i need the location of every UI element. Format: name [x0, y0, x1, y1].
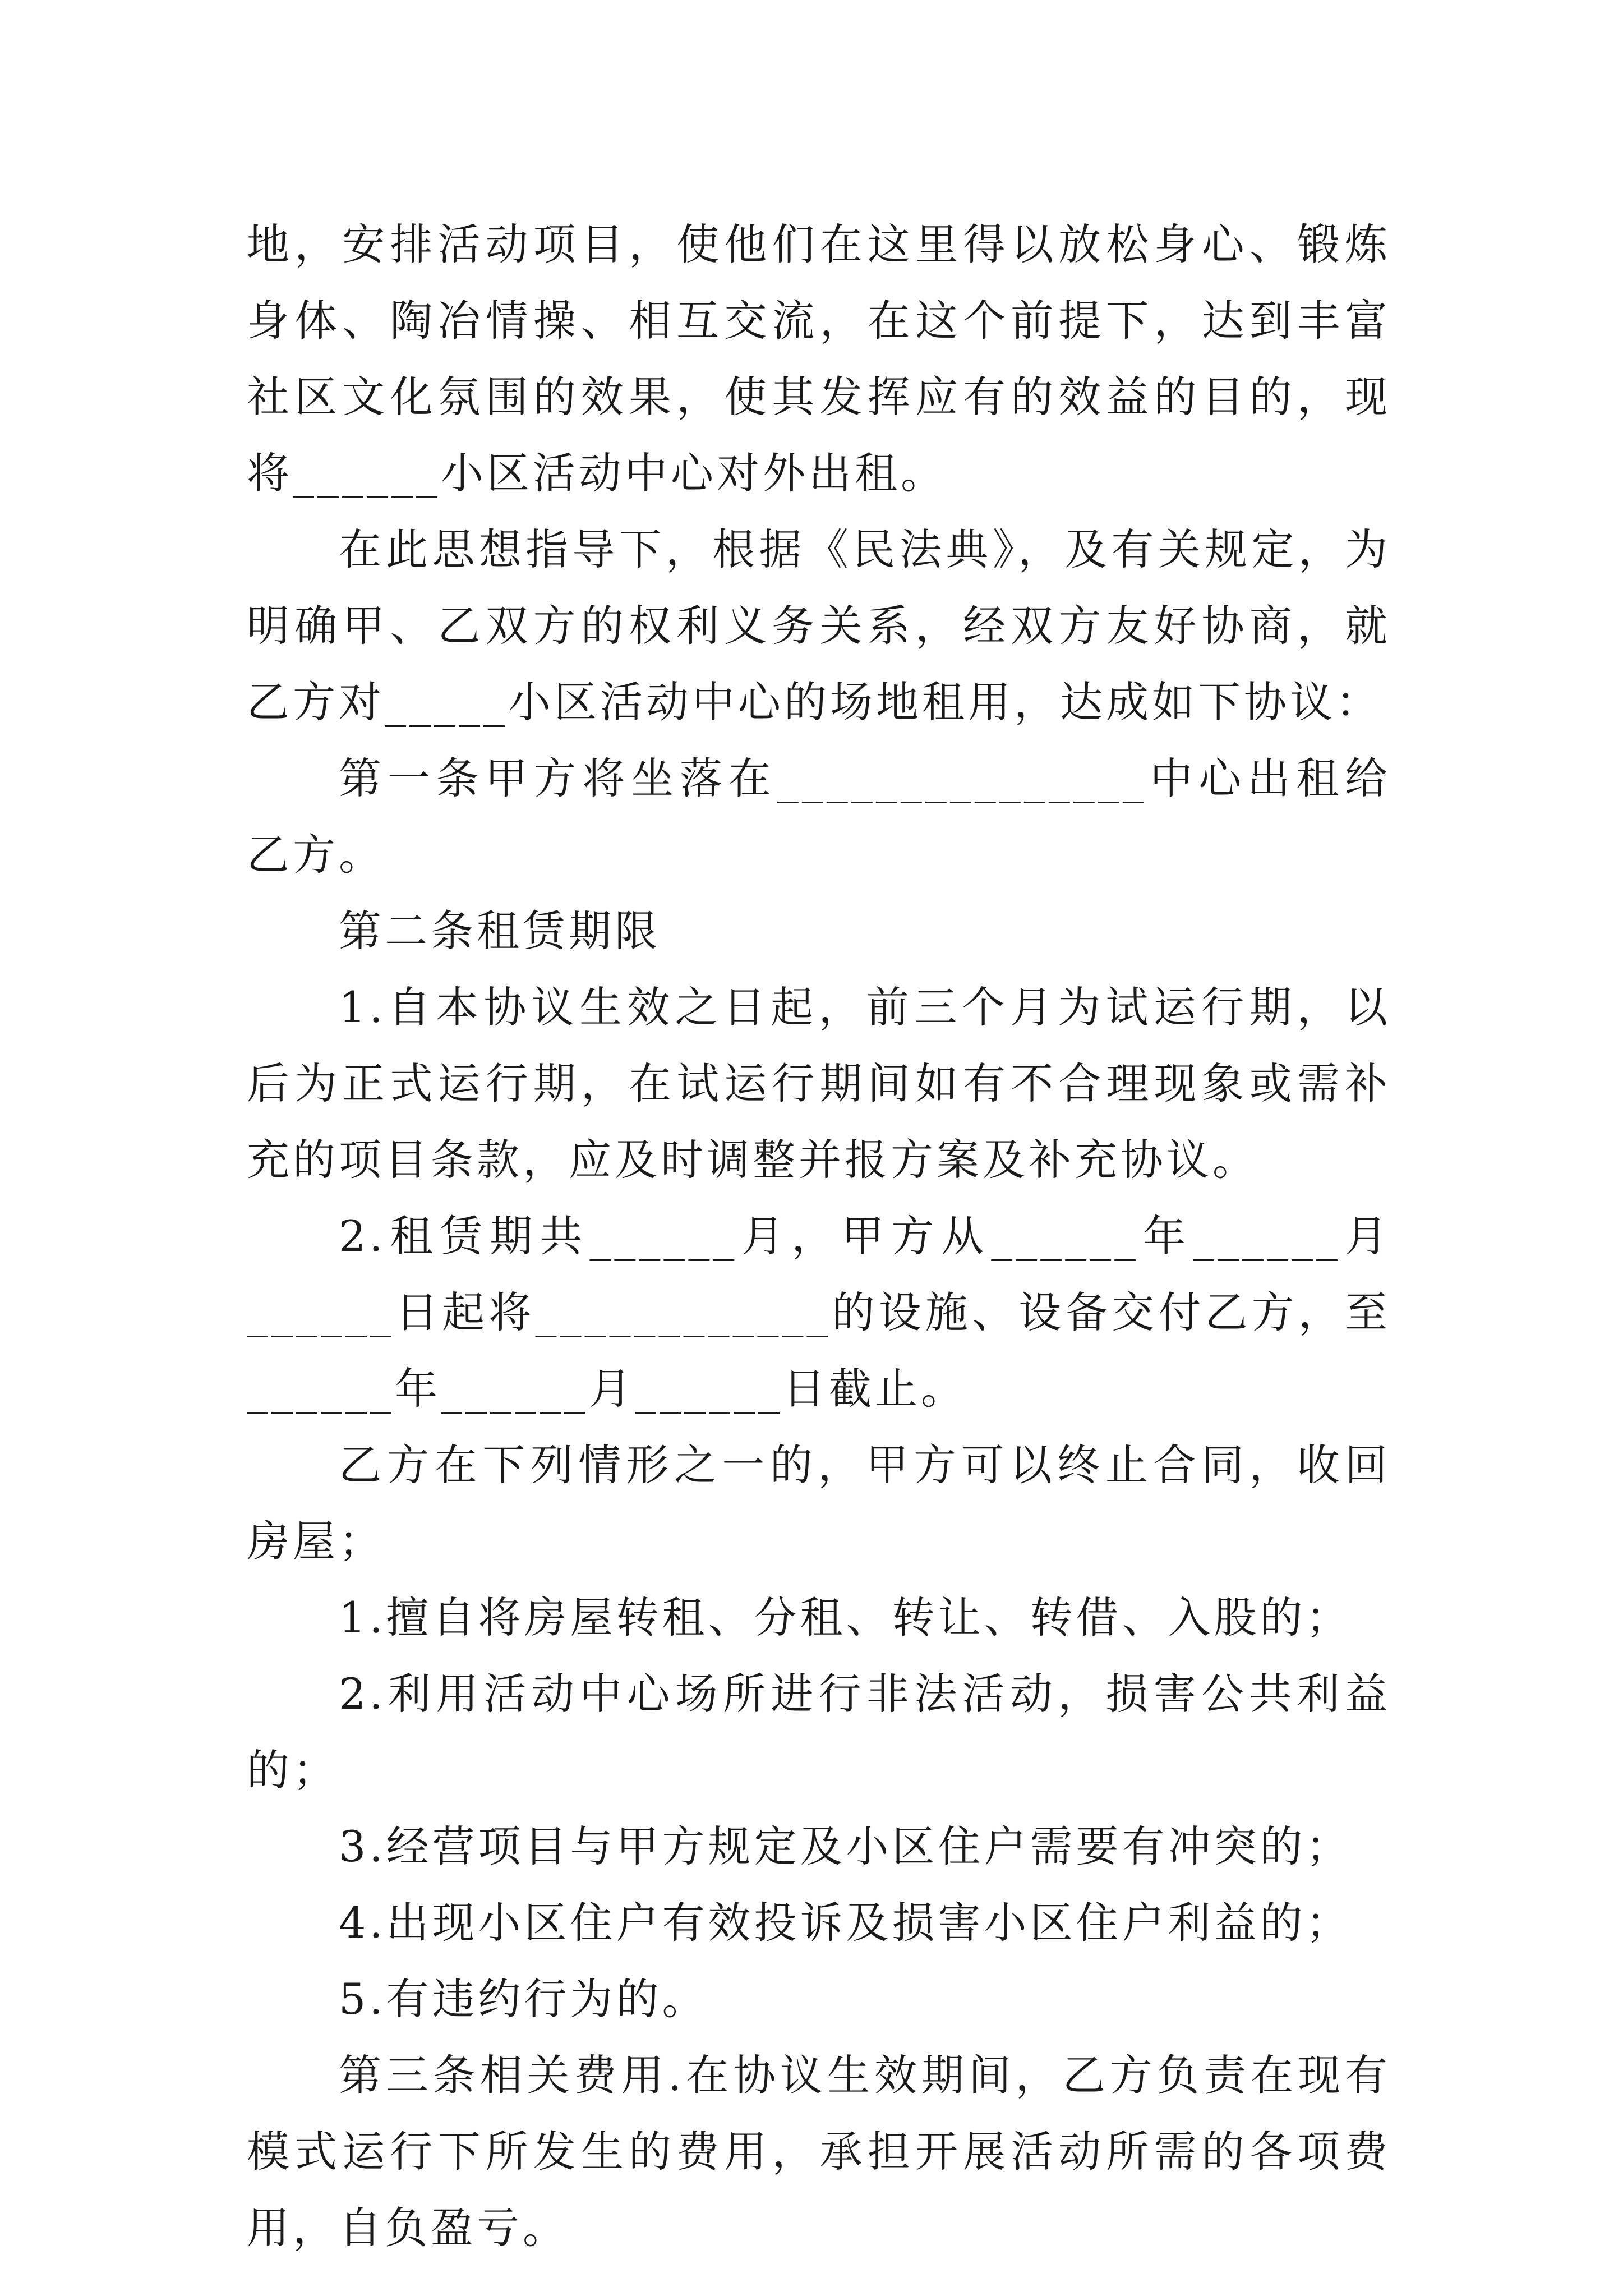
list-item-termination-1: 1.擅自将房屋转租、分租、转让、转借、入股的；: [339, 1593, 1352, 1642]
document-body: [247, 206, 1391, 2266]
paragraph-legal-basis: 在此思想指导下，根据《民法典》，及有关规定，为明确甲、乙双方的权利义务关系，经双方友好协商，就乙方对_____小区活动中心的场地租用，达成如下协议：: [247, 524, 1391, 727]
heading-article-2: 第二条租赁期限: [339, 906, 661, 956]
paragraph-article-2-item-2: 2.租赁期共______月，甲方从______年______月______日起将____________的设施、设备交付乙方，至______年______月______日截止。: [247, 1211, 1391, 1414]
list-item-termination-2: 2.利用活动中心场所进行非法活动，损害公共利益的；: [247, 1669, 1391, 1795]
list-item-termination-3: 3.经营项目与甲方规定及小区住户需要有冲突的；: [339, 1821, 1352, 1871]
paragraph-article-1: 第一条甲方将坐落在_______________中心出租给乙方。: [247, 753, 1391, 880]
paragraph-termination-conditions: 乙方在下列情形之一的，甲方可以终止合同，收回房屋；: [247, 1440, 1391, 1566]
list-item-termination-4: 4.出现小区住户有效投诉及损害小区住户利益的；: [339, 1898, 1352, 1948]
paragraph-intro-continuation: 地，安排活动项目，使他们在这里得以放松身心、锻炼身体、陶冶情操、相互交流，在这个前提下，达到丰富社区文化氛围的效果，使其发挥应有的效益的目的，现将______小区活动中心对外出租。: [247, 219, 1391, 498]
paragraph-article-2-item-1: 1.自本协议生效之日起，前三个月为试运行期，以后为正式运行期，在试运行期间如有不合理现象或需补充的项目条款，应及时调整并报方案及补充协议。: [247, 982, 1391, 1185]
paragraph-article-3: 第三条相关费用.在协议生效期间，乙方负责在现有模式运行下所发生的费用，承担开展活动所需的各项费用，自负盈亏。: [247, 2050, 1391, 2253]
list-item-termination-5: 5.有违约行为的。: [339, 1974, 708, 2024]
